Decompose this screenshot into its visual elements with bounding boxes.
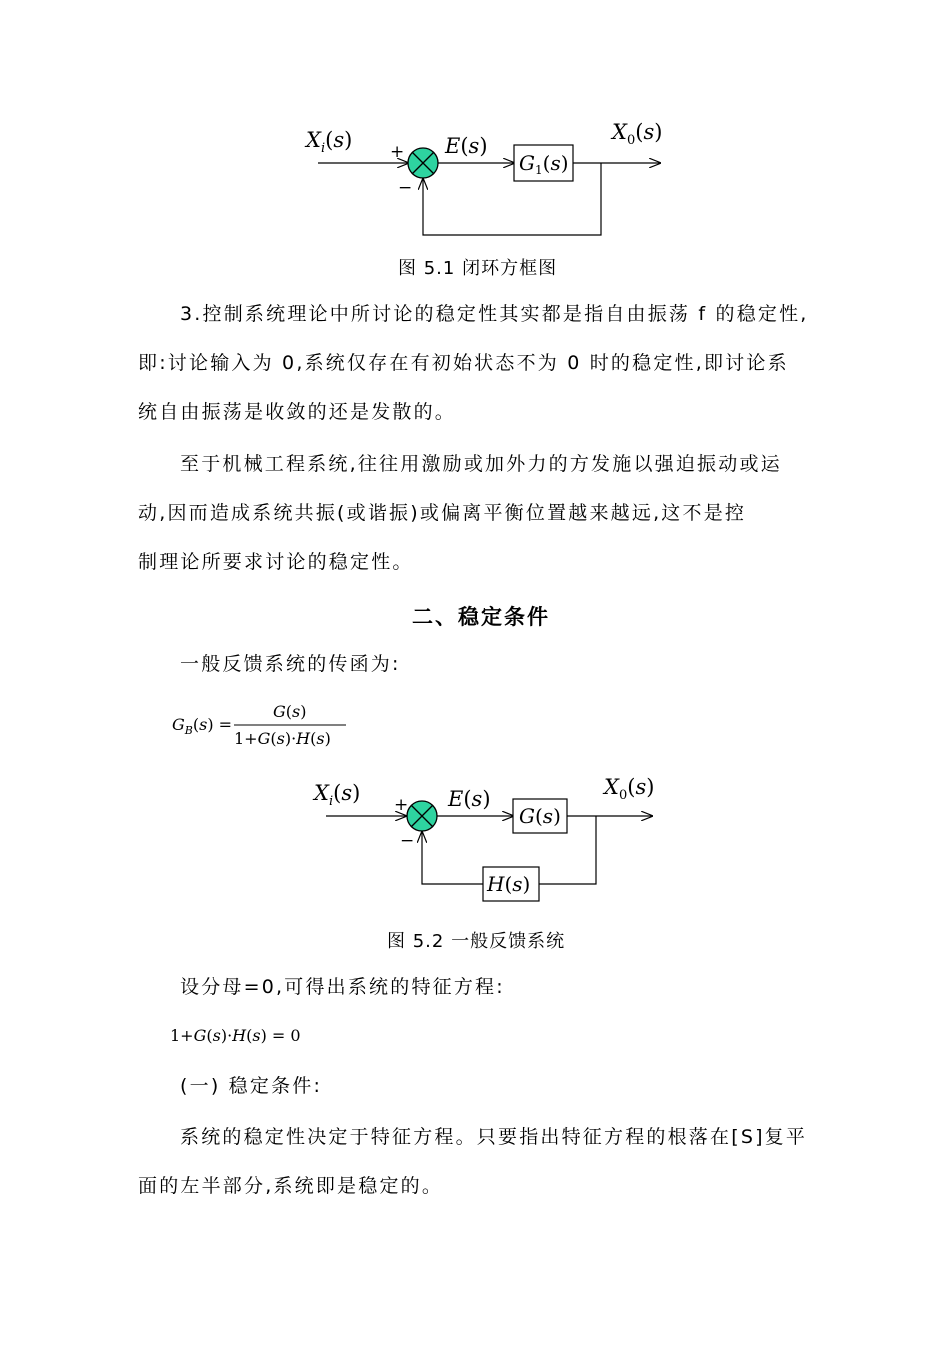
figure-2-caption: 图 5.2 一般反馈系统 — [387, 931, 566, 952]
feedback-path — [423, 163, 601, 235]
subheading: (一) 稳定条件: — [180, 1075, 323, 1097]
minus-sign: − — [398, 178, 413, 198]
svg-text:GB(s) =: $G_B(s)$ = — [172, 715, 233, 737]
paragraph-1-line-3: 统自由振荡是收敛的还是发散的。 — [138, 401, 457, 423]
paragraph-2-line-1: 至于机械工程系统,往往用激励或加外力的方发施以强迫振动或运 — [180, 453, 782, 475]
feedback-block-label: H(s) — [487, 872, 531, 896]
input-label: $X_i(s)$ — [314, 781, 361, 809]
feedback-path-left — [422, 832, 483, 884]
char-eq-intro: 设分母=0,可得出系统的特征方程: — [180, 976, 505, 998]
characteristic-equation: 1+G(s)·H(s) = 0 — [170, 1026, 301, 1045]
figure-1-caption: 图 5.1 闭环方框图 — [398, 258, 558, 279]
plus-sign: + — [394, 795, 409, 815]
paragraph-1-line-2: 即:讨论输入为 0,系统仅存在有初始状态不为 0 时的稳定性,即讨论系 — [138, 352, 789, 374]
transfer-function-formula — [168, 698, 368, 754]
final-line-1: 系统的稳定性决定于特征方程。只要指出特征方程的根落在[S]复平 — [180, 1126, 808, 1148]
transfer-intro: 一般反馈系统的传函为: — [180, 653, 401, 675]
input-label: $X_i(s)$ — [306, 128, 353, 156]
section-heading: 二、稳定条件 — [412, 605, 550, 629]
paragraph-2-line-2: 动,因而造成系统共振(或谐振)或偏离平衡位置越来越远,这不是控 — [138, 502, 747, 524]
final-line-2: 面的左半部分,系统即是稳定的。 — [138, 1175, 444, 1197]
block-diagram-closed-loop — [290, 115, 690, 245]
output-label: $X_0(s)$ — [612, 120, 663, 148]
plus-sign: + — [390, 142, 405, 162]
paragraph-1-line-1: 3.控制系统理论中所讨论的稳定性其实都是指自由振荡 f 的稳定性, — [180, 303, 809, 325]
block-label: $G_1(s)$ — [519, 151, 569, 177]
forward-block-label: G(s) — [519, 804, 561, 828]
paragraph-2-line-3: 制理论所要求讨论的稳定性。 — [138, 551, 414, 573]
minus-sign: − — [400, 831, 415, 851]
svg-text:1+G(s)·H(s): 1+G(s)·H(s) — [234, 729, 331, 748]
error-label: E(s) — [445, 134, 488, 158]
svg-text:G(s): G(s) — [273, 702, 307, 721]
output-label: $X_0(s)$ — [604, 775, 655, 803]
block-diagram-feedback — [300, 768, 680, 910]
error-label: E(s) — [448, 787, 491, 811]
